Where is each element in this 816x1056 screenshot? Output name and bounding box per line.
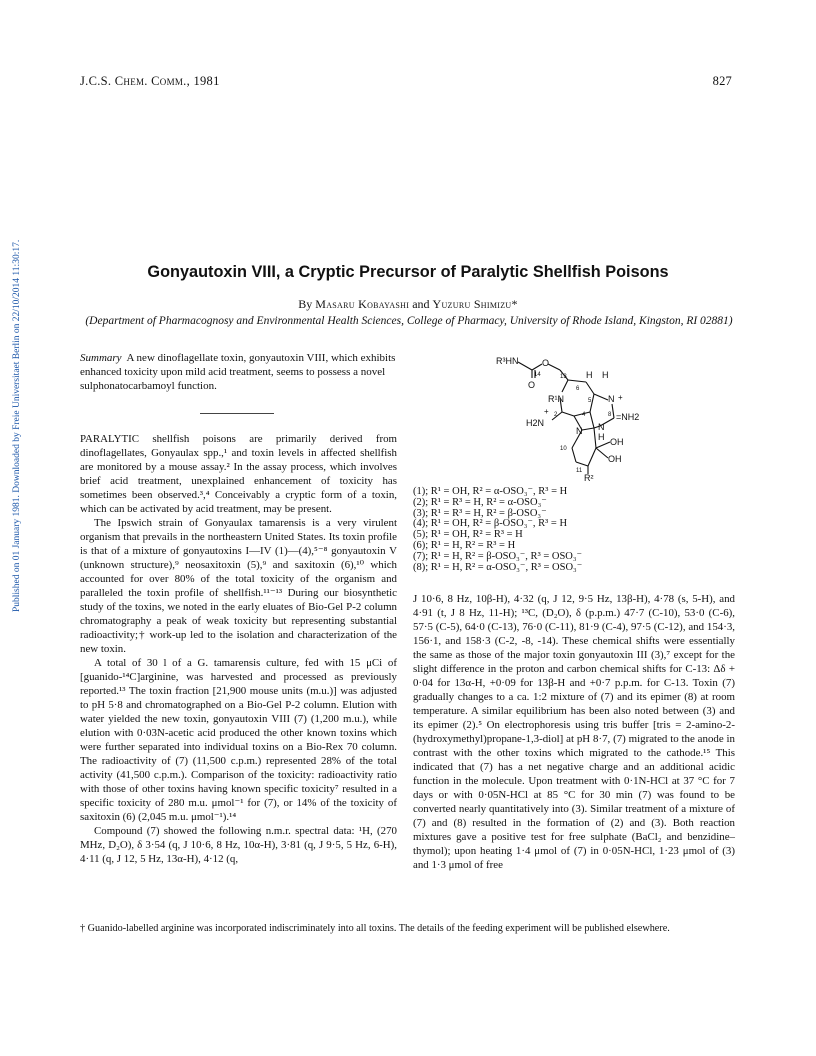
compound-8: (8); R¹ = H, R² = α-OSO₃⁻, R³ = OSO₃⁻ <box>413 561 583 573</box>
n-bottom-label: N <box>576 426 583 436</box>
compound-1: (1); R¹ = OH, R² = α-OSO₃⁻, R³ = H <box>413 486 568 497</box>
h2n-label: H2N <box>526 418 545 428</box>
plus-left: + <box>544 407 549 416</box>
section-divider <box>200 413 274 414</box>
h-bottom-label: H <box>598 432 605 442</box>
paragraph-intro: PARALYTIC shellfish poisons are primarily derived from dinoflagellates, Gonyaulax spp.,¹ and toxin levels in affected shellfish are monitored by a mouse assay.² In the assay process, which involves brief acid treatment, unexplained enhancement of toxicity has sometimes been observed.³,⁴ Conceivably a cryptic form of a toxin, which can be activated by acid treatment, may be present. <box>80 433 397 515</box>
summary-label: Summary <box>80 352 122 364</box>
n-right-label: N <box>608 394 615 404</box>
r3hn-label: R³HN <box>496 356 519 366</box>
right-column <box>413 592 735 872</box>
paragraph-nmr: Compound (7) showed the following n.m.r. spectral data: ¹H, (270 MHz, D₂O), δ 3·54 (q, J 10·6, 8 Hz, 10α-H), 3·81 (q, J 9·5, 5 Hz, 6-H), 4·11 (q, J 12, 5 Hz, 13α-H), 4·12 (q, <box>80 825 397 865</box>
and-word: and <box>412 297 430 311</box>
by-word: By <box>298 297 313 311</box>
compound-3: (3); R¹ = R³ = H, R² = β-OSO₃⁻ <box>413 507 547 519</box>
ring-oxygen-label: O <box>542 358 550 368</box>
journal-header: J.C.S. Chem. Comm., 1981 <box>80 74 220 88</box>
author-1: Masaru Kobayashi <box>315 297 410 311</box>
h-top-2: H <box>602 370 609 380</box>
oh-2-label: OH <box>608 454 622 464</box>
c8-label: 8 <box>608 412 612 418</box>
c13-label: 13 <box>560 374 567 380</box>
compound-6: (6); R¹ = H, R² = R³ = H <box>413 539 516 551</box>
plus-right: + <box>618 393 623 402</box>
c10-label: 10 <box>560 446 567 452</box>
left-column <box>80 432 397 866</box>
compound-2: (2); R¹ = R³ = H, R² = α-OSO₃⁻ <box>413 496 547 508</box>
page-number: 827 <box>712 74 732 88</box>
paragraph-nmr-continued: J 10·6, 8 Hz, 10β-H), 4·32 (q, J 12, 9·5 Hz, 13β-H), 4·78 (s, 5-H), and 4·91 (t, J 8 Hz, 11-H); ¹³C, (D₂O), δ (p.p.m.) 47·7 (C-10), 53·0 (C-6), 57·5 (C-5), 64·0 (C-13), 76·0 (C-11), 81·9 (C-4), 97·5 (C-12), and 154·3, 156·1, and 158·3 (C-2, -8, -14). These chemical shifts were essentially the same as those of the major toxin gonyautoxin III (3),⁷ except for the slight difference in the proton and carbon chemical shifts for C-13: Δδ + 0·04 for 13α-H, +0·09 for 13β-H and +0·7 p.p.m. for C-13. Toxin (7) gradually changes to a ca. 1:2 mixture of (7) and its epimer (8) at room temperature. A similar equilibrium has been also noted between (3) and its epimer (2).⁵ On electrophoresis using tris buffer [tris = 2-amino-2-(hydroxymethyl)propane-1,3-diol] at pH 8·7, (7) migrated to the anode in contrast with the other toxins which migrated to the cathode.¹⁵ This indicated that (7) has a net negative charge and an additional acidic function in the molecule. Upon treatment with 0·1N-HCl at 37 °C for 7 days or with 0·05N-HCl at 85 °C for 30 min (7) was found to be converted nearly quantitatively into (3). Similar treatment of a mixture of (7) and (8) resulted in the formation of (2) and (3). Both reaction mixtures gave a positive test for free sulphate (BaCl₂ and benzidine–thymol); upon heating 1·4 μmol of (7) in 0·05N-HCl, 1·23 μmol of (3) and 1·3 μmol of free <box>413 593 735 871</box>
author-2: Yuzuru Shimizu* <box>432 297 518 311</box>
c11-label: 11 <box>576 468 583 474</box>
summary <box>80 351 396 393</box>
nh2-right-label: =NH2 <box>616 412 640 422</box>
c6-label: 6 <box>576 386 580 392</box>
n-h-label: N <box>598 422 605 432</box>
compound-list <box>413 487 735 573</box>
download-notice-sidebar[interactable]: Published on 01 January 1981. Downloaded by Freie Universitaet Berlin on 22/10/2014 11:30:17. <box>12 239 22 612</box>
paragraph-culture: A total of 30 l of a G. tamarensis culture, fed with 15 μCi of [guanido-¹⁴C]arginine, was harvested and processed as previously reported.¹³ The toxin fraction [21,900 mouse units (m.u.)] was adjusted to pH 5·8 and chromatographed on a Bio-Gel P-2 column. Elution with water yielded the new toxin, gonyautoxin VIII (7) (1,200 m.u.), while elution with 0·03N-acetic acid produced the other known toxins which were further separated into individual toxins on a Bio-Rex 70 column. The radioactivity of (7) (11,500 c.p.m.) represented 28% of the total activity (41,500 c.p.m.). Comparison of the toxicity: radioactivity ratio with those of other toxins having known specific toxicity⁷ resulted in a specific toxicity of 280 m.u. μmol⁻¹ for (7), or 14% of the toxicity of saxitoxin (6) (2,045 m.u. μmol⁻¹).¹⁴ <box>80 657 397 823</box>
chemical-structure <box>490 350 690 482</box>
author-line <box>0 297 816 312</box>
r1n-label: R¹N <box>548 394 564 404</box>
c4-label: 4 <box>582 412 586 418</box>
r2-label: R² <box>584 473 594 482</box>
compound-5: (5); R¹ = OH, R² = R³ = H <box>413 529 523 541</box>
compound-4: (4); R¹ = OH, R² = β-OSO₃⁻, R³ = H <box>413 518 568 530</box>
summary-text: A new dinoflagellate toxin, gonyautoxin VIII, which exhibits enhanced toxicity upon mild acid treatment, seems to possess a novel sulphonatocarbamoyl function. <box>80 352 396 392</box>
c14-label: 14 <box>534 372 541 378</box>
c2-label: 2 <box>554 412 558 418</box>
c5-label: 5 <box>588 398 592 404</box>
affiliation: (Department of Pharmacognosy and Environmental Health Sciences, College of Pharmacy, University of Rhode Island, Kingston, RI 02881) <box>85 315 733 327</box>
oh-1-label: OH <box>610 437 624 447</box>
carbonyl-oxygen-label: O <box>528 380 536 390</box>
compound-7: (7); R¹ = H, R² = β-OSO₃⁻, R³ = OSO₃⁻ <box>413 550 583 562</box>
footnote: † Guanido-labelled arginine was incorporated indiscriminately into all toxins. The details of the feeding experiment will be published elsewhere. <box>80 923 670 934</box>
paragraph-ipswich: The Ipswich strain of Gonyaulax tamarensis is a very virulent organism that prevails in the northeastern United States. Its toxin profile is that of a mixture of gonyautoxins I—IV (1)—(4),⁵⁻⁸ gonyautoxin V (unknown structure),⁹ neosaxitoxin (5),⁹ and saxitoxin (6),¹⁰ which accounted for over 80% of the total toxicity of the organism and paralleled the toxin profile of shellfish.¹¹⁻¹³ During our biosynthetic study of the toxins, we noted in the early eluates of Bio-Gel P-2 column chromatography a peak of weak toxicity but representing substantial radioactivity;† work-up led to the isolation and characterization of the new toxin. <box>80 517 397 655</box>
h-top-1: H <box>586 370 593 380</box>
article-title: Gonyautoxin VIII, a Cryptic Precursor of Paralytic Shellfish Poisons <box>147 263 669 281</box>
